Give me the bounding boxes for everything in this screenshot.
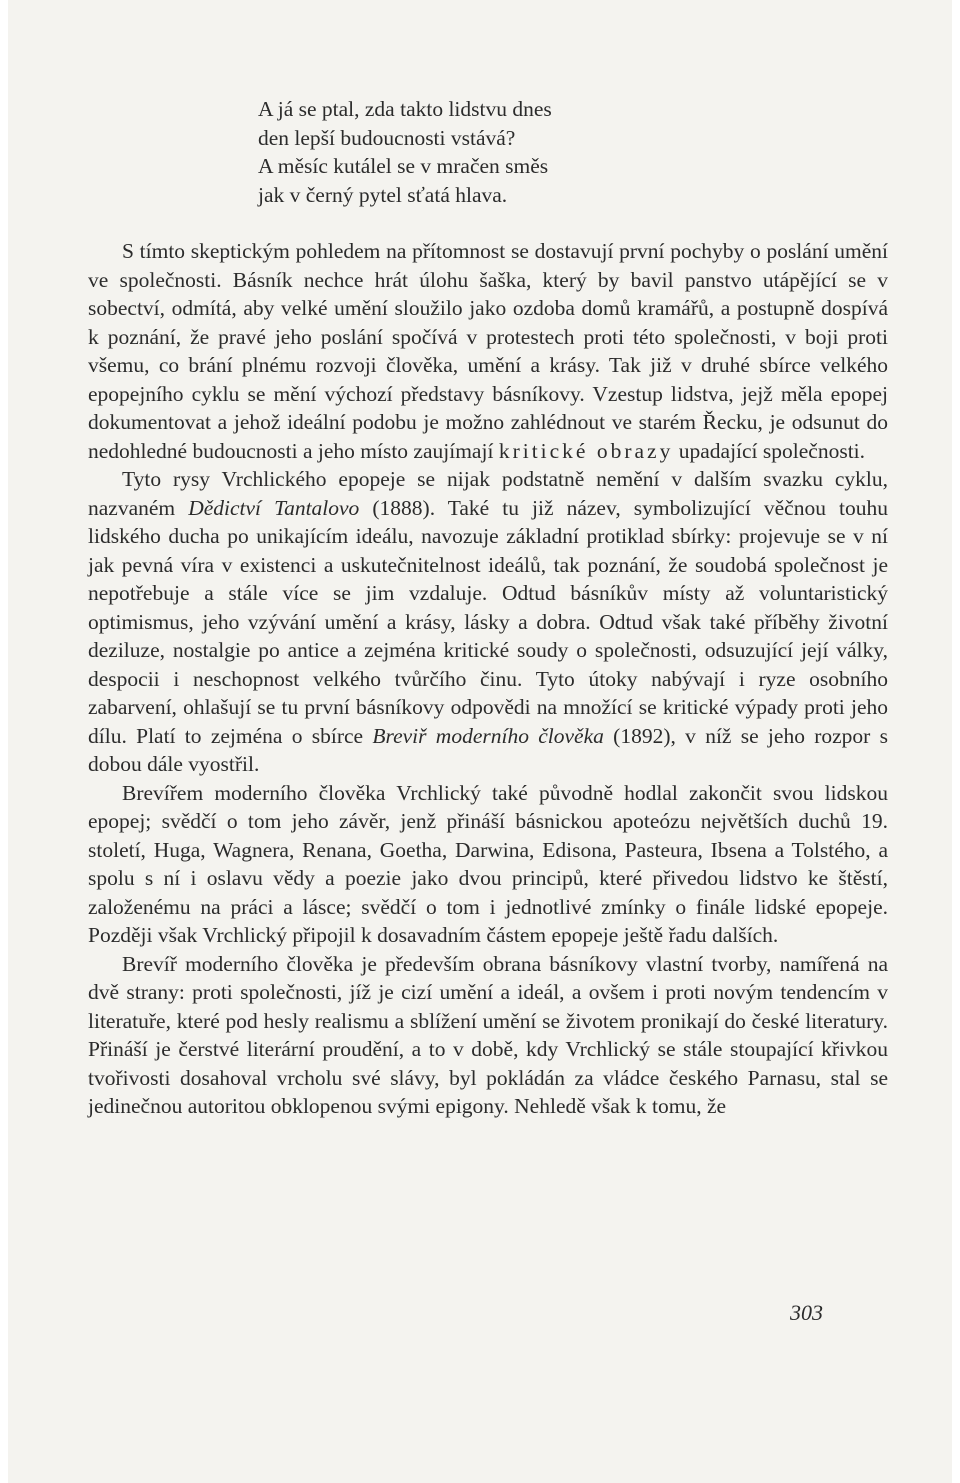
poem-line: jak v černý pytel sťatá hlava. (258, 182, 508, 207)
paragraph-text: Brevířem moderního člověka Vrchlický také původně hodlal zakončit svou lidskou epopej; svědčí o tom jeho závěr, jenž přináší básnickou apoteózu největších duchů 19. století, Huga, Wagnera, Renana, Goetha, Darwina, Edisona, Pasteura, Ibsena a Tolstého, a spolu s ní i oslavu vědy a poezie jako dvou principů, které přivedou lidstvo ke štěstí, založenému na práci a lásce; svědčí o tom i jednotlivé zmínky o finále lidské epopeje. Později však Vrchlický připojil k dosavadním částem epopeje ještě řadu dalších. (88, 780, 888, 947)
book-page (8, 0, 952, 1483)
body-text (88, 95, 888, 1121)
paragraph-text: S tímto skeptickým pohledem na přítomnost se dostavují první pochyby o poslání umění ve společnosti. Básník nechce hrát úlohu šaška, který by bavil panstvo utápějící se v sobectví, odmítá, aby velké umění sloužilo jako ozdoba domů kramářů, a postupně dospívá k poznání, že pravé jeho poslání spočívá v protestech proti této společnosti, v boji proti všemu, co brání plnému rozvoji člověka, umění a krásy. Tak již v druhé sbírce velkého epopejního cyklu se mění výchozí představy básníkovy. Vzestup lidstva, jejž měla epopej dokumentovat a jehož ideální podobu je možno zahlédnout ve starém Řecku, je odsunut do nedohledné budoucnosti a jeho místo zaujímají (88, 239, 888, 463)
paragraph-text: Tyto rysy Vrchlického epopeje se nijak podstatně nemění v dalším svazku cyklu, nazvaném (88, 467, 888, 520)
paragraph-text: (1888). Také tu již název, symbolizující věčnou touhu lidského ducha po unikajícím ideálu, navozuje základní protiklad sbírky: projevuje se v ní jak pevná víra v existenci a uskutečnitelnost ideálů, tak poznání, že soudobá společnost je nepotřebuje a stále více se jim vzdaluje. Odtud básníkův místy až voluntaristický optimismus, jeho vzývání umění a krásy, lásky a dobra. Odtud však také příběhy životní deziluze, nostalgie po antice a zejména kritické soudy o společnosti, odsuzující její války, despocii i neschopnost velkého tvůrčího činu. Tyto útoky nabývají i ryze osobního zabarvení, ohlašují se tu první básníkovy odpovědi na množící se kritické výpady proti jeho dílu. Platí to zejména o sbírce (88, 495, 888, 748)
page-number: 303 (790, 1300, 823, 1325)
poem-stanza (258, 95, 888, 209)
paragraph (88, 237, 888, 465)
paragraph (88, 465, 888, 779)
poem-line: A já se ptal, zda takto lidstvu dnes (258, 97, 552, 121)
paragraph-text: upadající společnosti. (673, 438, 866, 463)
emphasized-text: kritické obrazy (498, 438, 674, 463)
paragraph (88, 779, 888, 950)
poem-line: A měsíc kutálel se v mračen směs (258, 154, 549, 178)
book-title: Dědictví Tantalovo (188, 495, 360, 520)
paragraph-text: Brevíř moderního člověka je především obrana básníkovy vlastní tvorby, namířená na dvě strany: proti společnosti, jíž je cizí umění a ideál, a ovšem i proti novým tendencím v literatuře, které pod hesly realismu a sblížení umění se životem pronikají do české literatury. Přináší je čerstvé literární proudění, a to v době, kdy Vrchlický se stále stoupající křivkou tvořivosti dosahoval vrcholu své slávy, byl pokládán za vládce českého Parnasu, stal se jedinečnou autoritou obklopenou svými epigony. Nehledě však k tomu, že (88, 951, 888, 1118)
poem-line: den lepší budoucnosti vstává? (258, 125, 516, 150)
paragraph-text: (1892), v níž se jeho rozpor s dobou dále vyostřil. (88, 723, 888, 776)
book-title: Breviř moderního člověka (372, 723, 604, 748)
paragraph (88, 950, 888, 1121)
